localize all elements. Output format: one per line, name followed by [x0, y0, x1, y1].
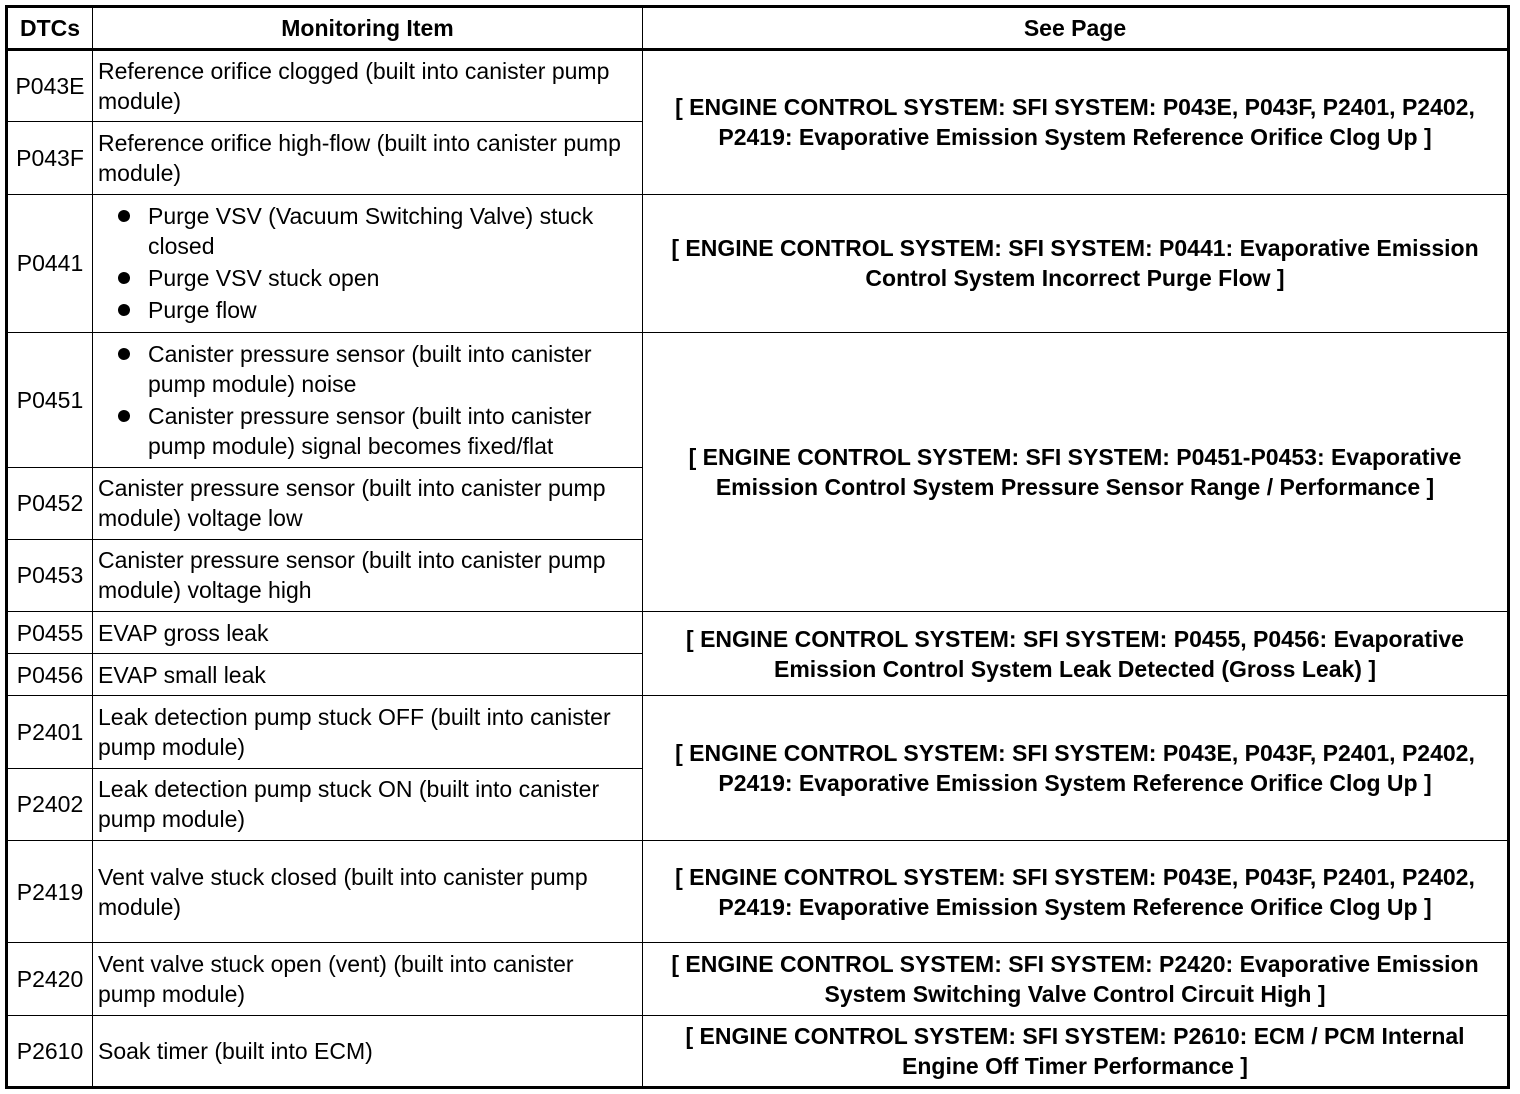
see-page-link[interactable]: [ ENGINE CONTROL SYSTEM: SFI SYSTEM: P043E, P043F, P2401, P2402, P2419: Evaporative Emission System Reference Orifice Clog Up ]: [643, 50, 1509, 195]
see-page-link[interactable]: [ ENGINE CONTROL SYSTEM: SFI SYSTEM: P0455, P0456: Evaporative Emission Control System Leak Detected (Gross Leak) ]: [643, 612, 1509, 696]
table-row: [7, 840, 1509, 942]
monitoring-item: Soak timer (built into ECM): [93, 1015, 643, 1087]
table-row: [7, 696, 1509, 768]
dtc-code: P043F: [7, 122, 93, 194]
bullet-icon: [118, 348, 130, 360]
see-page-link[interactable]: [ ENGINE CONTROL SYSTEM: SFI SYSTEM: P0451-P0453: Evaporative Emission Control System Pressure Sensor Range / Performance ]: [643, 333, 1509, 612]
bullet-icon: [118, 210, 130, 222]
dtc-code: P2402: [7, 768, 93, 840]
bullet-icon: [118, 304, 130, 316]
see-page-link[interactable]: [ ENGINE CONTROL SYSTEM: SFI SYSTEM: P043E, P043F, P2401, P2402, P2419: Evaporative Emission System Reference Orifice Clog Up ]: [643, 696, 1509, 841]
see-page-link[interactable]: [ ENGINE CONTROL SYSTEM: SFI SYSTEM: P2420: Evaporative Emission System Switching Valve Control Circuit High ]: [643, 943, 1509, 1015]
dtc-code: P0455: [7, 612, 93, 654]
bullet-icon: [118, 410, 130, 422]
monitoring-item: [93, 194, 643, 333]
monitoring-item-list: [98, 201, 637, 325]
list-item: [98, 401, 637, 461]
list-item: [98, 339, 637, 399]
table-row: [7, 612, 1509, 654]
monitoring-item: Reference orifice clogged (built into canister pump module): [93, 50, 643, 122]
table-row: [7, 194, 1509, 333]
dtc-code: P2419: [7, 840, 93, 942]
monitoring-item: Canister pressure sensor (built into canister pump module) voltage low: [93, 467, 643, 539]
table-row: [7, 1015, 1509, 1087]
bullet-icon: [118, 272, 130, 284]
table-row: [7, 50, 1509, 122]
dtc-code: P0452: [7, 467, 93, 539]
list-item-text: Canister pressure sensor (built into canister pump module) signal becomes fixed/flat: [148, 402, 592, 459]
dtc-code: P0451: [7, 333, 93, 468]
list-item: [98, 295, 637, 325]
header-monitoring-item: Monitoring Item: [93, 7, 643, 50]
dtc-code: P2420: [7, 943, 93, 1015]
monitoring-item: Canister pressure sensor (built into canister pump module) voltage high: [93, 539, 643, 611]
monitoring-item: Vent valve stuck open (vent) (built into canister pump module): [93, 943, 643, 1015]
table-row: [7, 943, 1509, 1015]
monitoring-item: Reference orifice high-flow (built into canister pump module): [93, 122, 643, 194]
dtc-code: P043E: [7, 50, 93, 122]
list-item: [98, 263, 637, 293]
see-page-link[interactable]: [ ENGINE CONTROL SYSTEM: SFI SYSTEM: P043E, P043F, P2401, P2402, P2419: Evaporative Emission System Reference Orifice Clog Up ]: [643, 840, 1509, 942]
dtc-code: P0441: [7, 194, 93, 333]
dtc-table: [5, 5, 1510, 1089]
list-item-text: Purge VSV (Vacuum Switching Valve) stuck closed: [148, 203, 594, 260]
list-item: [98, 201, 637, 261]
monitoring-item: Leak detection pump stuck ON (built into canister pump module): [93, 768, 643, 840]
table-header-row: [7, 7, 1509, 50]
monitoring-item: EVAP gross leak: [93, 612, 643, 654]
monitoring-item: Leak detection pump stuck OFF (built into canister pump module): [93, 696, 643, 768]
dtc-table-container: [5, 5, 1507, 1089]
monitoring-item: [93, 333, 643, 468]
see-page-link[interactable]: [ ENGINE CONTROL SYSTEM: SFI SYSTEM: P0441: Evaporative Emission Control System Incorrect Purge Flow ]: [643, 194, 1509, 333]
monitoring-item-list: [98, 339, 637, 461]
dtc-code: P0453: [7, 539, 93, 611]
list-item-text: Purge flow: [148, 297, 257, 324]
dtc-code: P0456: [7, 654, 93, 696]
list-item-text: Purge VSV stuck open: [148, 265, 380, 292]
see-page-link[interactable]: [ ENGINE CONTROL SYSTEM: SFI SYSTEM: P2610: ECM / PCM Internal Engine Off Timer Performance ]: [643, 1015, 1509, 1087]
header-dtcs: DTCs: [7, 7, 93, 50]
dtc-code: P2401: [7, 696, 93, 768]
table-row: [7, 333, 1509, 468]
monitoring-item: EVAP small leak: [93, 654, 643, 696]
monitoring-item: Vent valve stuck closed (built into canister pump module): [93, 840, 643, 942]
dtc-code: P2610: [7, 1015, 93, 1087]
list-item-text: Canister pressure sensor (built into canister pump module) noise: [148, 340, 592, 397]
header-see-page: See Page: [643, 7, 1509, 50]
